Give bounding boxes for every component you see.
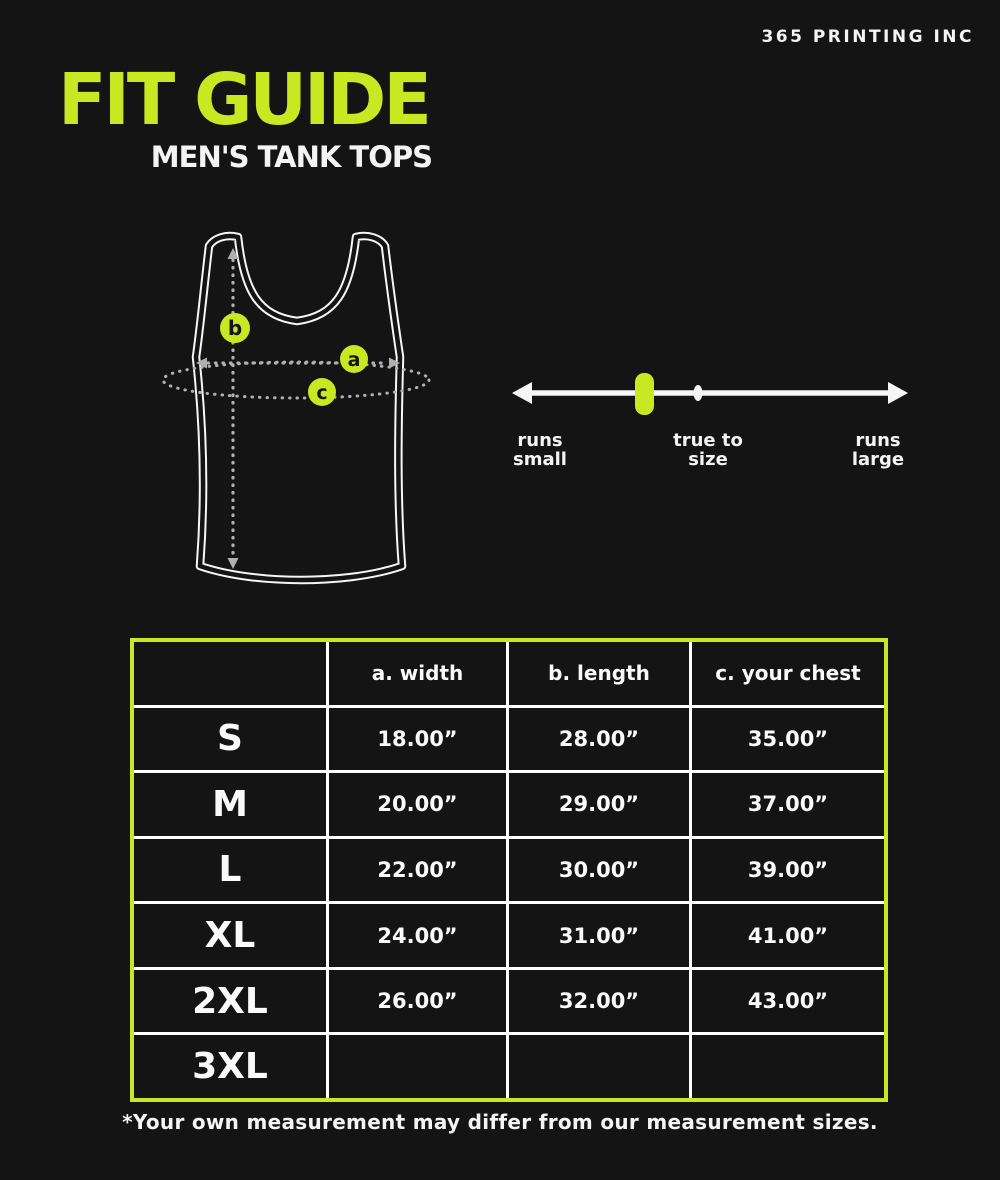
- table-corner-cell: [134, 642, 326, 705]
- column-header: a. width: [329, 642, 506, 705]
- measurement-cell: 31.00”: [509, 904, 689, 967]
- measurement-cell: 43.00”: [692, 970, 884, 1033]
- size-label: S: [134, 708, 326, 771]
- size-label: XL: [134, 904, 326, 967]
- length-arrow-down: [228, 558, 239, 569]
- fit-scale-label-runs-large: [836, 431, 920, 469]
- measurement-cell: 22.00”: [329, 839, 506, 902]
- marker-c-label: c: [316, 382, 328, 404]
- fit-scale-center-tick: [694, 385, 703, 401]
- measurement-cell: 18.00”: [329, 708, 506, 771]
- fit-scale: [500, 358, 920, 428]
- page-subtitle: MEN'S TANK TOPS: [150, 140, 432, 174]
- measurement-cell: [509, 1035, 689, 1098]
- measurement-cell: 39.00”: [692, 839, 884, 902]
- column-header: b. length: [509, 642, 689, 705]
- tank-top-diagram: [145, 213, 485, 613]
- measurement-cell: 26.00”: [329, 970, 506, 1033]
- measurement-cell: 32.00”: [509, 970, 689, 1033]
- label-line: runs: [517, 430, 563, 451]
- size-label: M: [134, 773, 326, 836]
- tank-outline: [196, 236, 402, 580]
- size-label: L: [134, 839, 326, 902]
- size-table: [130, 638, 888, 1102]
- footnote: *Your own measurement may differ from our measurement sizes.: [122, 1110, 878, 1134]
- label-line: size: [688, 449, 728, 470]
- size-label: 2XL: [134, 970, 326, 1033]
- column-header: c. your chest: [692, 642, 884, 705]
- measurement-cell: 30.00”: [509, 839, 689, 902]
- fit-scale-label-runs-small: [498, 431, 582, 469]
- measurement-cell: [329, 1035, 506, 1098]
- label-line: true to: [673, 430, 743, 451]
- measurement-cell: 41.00”: [692, 904, 884, 967]
- measurement-cell: [692, 1035, 884, 1098]
- label-line: large: [851, 449, 905, 470]
- fit-scale-marker: [635, 373, 654, 415]
- fit-scale-arrow-right: [888, 382, 908, 404]
- measurement-cell: 37.00”: [692, 773, 884, 836]
- label-line: small: [513, 449, 567, 470]
- measurement-cell: 28.00”: [509, 708, 689, 771]
- measurement-cell: 29.00”: [509, 773, 689, 836]
- fit-scale-label-true-to-size: [658, 431, 758, 469]
- fit-scale-arrow-left: [512, 382, 532, 404]
- marker-a-label: a: [347, 349, 361, 371]
- measurement-cell: 35.00”: [692, 708, 884, 771]
- brand-text: 365 PRINTING INC: [761, 27, 974, 47]
- tank-outline-inner: [196, 236, 402, 580]
- marker-b-label: b: [227, 316, 243, 340]
- size-label: 3XL: [134, 1035, 326, 1098]
- label-line: runs: [855, 430, 901, 451]
- measurement-cell: 20.00”: [329, 773, 506, 836]
- page-title: FIT GUIDE: [58, 58, 429, 141]
- measurement-cell: 24.00”: [329, 904, 506, 967]
